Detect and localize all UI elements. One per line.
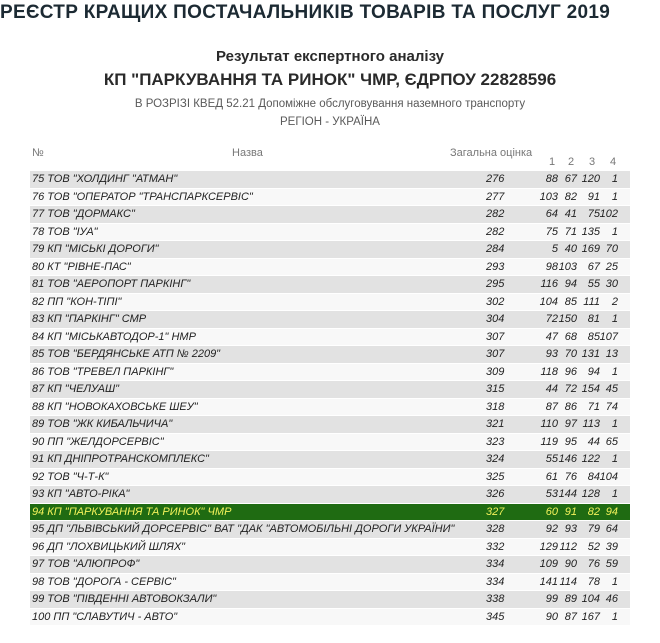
score-2: 89	[564, 593, 577, 605]
score-4: 13	[605, 348, 618, 360]
table-row	[30, 399, 630, 417]
table-row	[30, 469, 630, 487]
table-row	[30, 591, 630, 609]
score-3: 91	[587, 190, 600, 203]
score-3: 113	[582, 418, 600, 430]
score-4: 1	[611, 225, 618, 238]
score-4: 65	[605, 435, 618, 448]
column-header-1: 1	[548, 156, 556, 168]
supplier-name: 92 ТОВ "Ч-Т-К"	[32, 470, 109, 483]
total-score: 309	[486, 365, 505, 378]
score-1: 64	[545, 208, 558, 220]
total-score: 293	[486, 260, 505, 273]
supplier-name: 78 ТОВ "ІУА"	[32, 225, 98, 238]
supplier-name: 82 ПП "КОН-ТІПІ"	[32, 295, 122, 308]
table-row	[30, 556, 630, 574]
score-4: 1	[611, 610, 618, 623]
score-4: 1	[611, 190, 618, 203]
score-1: 72	[545, 313, 558, 325]
table-row	[30, 224, 630, 242]
score-3: 131	[581, 348, 600, 360]
score-2: 82	[564, 190, 577, 203]
score-1: 129	[539, 540, 558, 553]
score-1: 109	[539, 558, 558, 570]
region-line: РЕГІОН - УКРАЇНА	[280, 116, 380, 128]
supplier-name: 75 ТОВ "ХОЛДИНГ "АТМАН"	[32, 173, 178, 185]
score-1: 47	[545, 330, 558, 343]
score-2: 86	[564, 400, 577, 413]
total-score: 326	[486, 488, 505, 500]
score-4: 1	[611, 453, 618, 465]
score-4: 64	[605, 523, 618, 535]
score-3: 78	[587, 575, 600, 588]
supplier-name: 96 ДП "ЛОХВИЦЬКИЙ ШЛЯХ"	[32, 540, 186, 553]
total-score: 324	[486, 453, 505, 465]
table-row	[30, 451, 630, 469]
supplier-name: 91 КП ДНІПРОТРАНСКОМПЛЕКС"	[32, 453, 209, 465]
total-score: 325	[486, 470, 505, 483]
score-1: 141	[539, 575, 558, 588]
column-header-score: Загальна оцінка	[450, 147, 533, 159]
table-row	[30, 574, 630, 592]
table-row	[30, 189, 630, 207]
score-3: 85	[587, 330, 600, 343]
supplier-name: 79 КП "МІСЬКІ ДОРОГИ"	[32, 243, 159, 255]
score-2: 72	[564, 383, 577, 395]
score-1: 60	[545, 505, 558, 518]
column-header-name: Назва	[232, 147, 263, 159]
table-row	[30, 381, 630, 399]
score-1: 75	[545, 225, 558, 238]
total-score: 318	[486, 400, 505, 413]
score-3: 135	[581, 225, 600, 238]
score-1: 98	[545, 260, 558, 273]
score-4: 74	[605, 400, 618, 413]
supplier-name: 83 КП "ПАРКІНГ" СМР	[32, 313, 147, 325]
score-4: 1	[611, 575, 618, 588]
supplier-name: 87 КП "ЧЕЛУАШ"	[32, 383, 120, 395]
score-3: 122	[581, 453, 600, 465]
score-4: 46	[605, 593, 618, 605]
score-1: 5	[551, 243, 558, 255]
total-score: 307	[486, 348, 505, 360]
score-1: 103	[539, 190, 558, 203]
table-row	[30, 434, 630, 452]
score-2: 95	[564, 435, 577, 448]
score-2: 71	[564, 225, 577, 238]
table-row	[30, 206, 630, 224]
score-1: 87	[545, 400, 558, 413]
total-score: 304	[486, 313, 505, 325]
score-3: 169	[581, 243, 600, 255]
score-2: 97	[564, 418, 577, 430]
table-row	[30, 609, 630, 627]
score-2: 67	[564, 173, 577, 185]
supplier-name: 88 КП "НОВОКАХОВСЬКЕ ШЕУ"	[32, 400, 198, 413]
score-4: 1	[611, 418, 618, 430]
table-row	[30, 504, 630, 522]
total-score: 295	[486, 278, 505, 290]
table-row	[30, 521, 630, 539]
score-2: 94	[564, 278, 577, 290]
supplier-name: 80 КТ "РІВНЕ-ПАС"	[32, 260, 131, 273]
score-3: 154	[581, 383, 600, 395]
score-4: 70	[605, 243, 618, 255]
score-2: 76	[564, 470, 577, 483]
table-row	[30, 364, 630, 382]
score-2: 91	[564, 505, 577, 518]
table-row	[30, 241, 630, 259]
supplier-name: 86 ТОВ "ТРЕВЕЛ ПАРКІНГ"	[32, 365, 174, 378]
score-2: 146	[558, 453, 577, 465]
score-2: 114	[559, 575, 577, 588]
score-3: 76	[587, 558, 600, 570]
score-1: 116	[540, 278, 558, 290]
score-3: 84	[587, 470, 600, 483]
score-4: 1	[611, 313, 618, 325]
table-row	[30, 486, 630, 504]
score-4: 1	[611, 365, 618, 378]
supplier-name: 89 ТОВ "ЖК КИБАЛЬЧИЧА"	[32, 418, 173, 430]
score-2: 96	[564, 365, 577, 378]
score-3: 81	[587, 313, 600, 325]
table-row	[30, 416, 630, 434]
score-2: 112	[559, 540, 577, 553]
column-header-2: 2	[567, 156, 575, 168]
total-score: 276	[486, 173, 505, 185]
report-subtitle: Результат експертного аналізу	[215, 48, 444, 65]
score-1: 92	[545, 523, 558, 535]
score-3: 82	[587, 505, 600, 518]
table-row	[30, 276, 630, 294]
total-score: 315	[486, 383, 505, 395]
score-2: 85	[564, 295, 577, 308]
page-title: РЕЄСТР КРАЩИХ ПОСТАЧАЛЬНИКІВ ТОВАРІВ ТА ПОСЛУГ 2019	[0, 2, 611, 23]
score-4: 102	[599, 208, 618, 220]
score-2: 144	[558, 488, 577, 500]
score-4: 39	[605, 540, 618, 553]
score-2: 70	[564, 348, 577, 360]
supplier-name: 84 КП "МІСЬКАВТОДОР-1" НМР	[32, 330, 196, 343]
column-header-3: 3	[588, 156, 596, 168]
table-row	[30, 346, 630, 364]
score-3: 167	[581, 610, 600, 623]
score-4: 25	[605, 260, 618, 273]
score-3: 75	[587, 208, 600, 220]
score-1: 99	[545, 593, 558, 605]
supplier-name: 95 ДП "ЛЬВІВСЬКИЙ ДОРСЕРВІС" ВАТ "ДАК "АВТОМОБІЛЬНІ ДОРОГИ УКРАЇНИ"	[32, 523, 455, 535]
table-row	[30, 311, 630, 329]
score-3: 52	[587, 540, 600, 553]
score-2: 93	[564, 523, 577, 535]
total-score: 277	[486, 190, 505, 203]
total-score: 282	[486, 225, 505, 238]
column-header-number: №	[32, 147, 44, 159]
score-1: 88	[545, 173, 558, 185]
score-4: 107	[599, 330, 618, 343]
score-3: 111	[583, 295, 600, 308]
total-score: 282	[486, 208, 505, 220]
score-2: 150	[558, 313, 577, 325]
score-2: 90	[564, 558, 577, 570]
supplier-name: 81 ТОВ "АЕРОПОРТ ПАРКІНГ"	[32, 278, 191, 290]
score-1: 61	[545, 470, 558, 483]
score-4: 104	[599, 470, 618, 483]
score-3: 71	[587, 400, 600, 413]
company-heading: КП "ПАРКУВАННЯ ТА РИНОК" ЧМР, ЄДРПОУ 22828596	[103, 70, 557, 89]
total-score: 323	[486, 435, 505, 448]
total-score: 284	[486, 243, 505, 255]
supplier-name: 76 ТОВ "ОПЕРАТОР "ТРАНСПАРКСЕРВІС"	[32, 190, 253, 203]
score-1: 104	[539, 295, 558, 308]
total-score: 334	[486, 575, 505, 588]
score-4: 30	[605, 278, 618, 290]
supplier-name: 85 ТОВ "БЕРДЯНСЬКЕ АТП № 2209"	[32, 348, 221, 360]
score-2: 103	[558, 260, 577, 273]
score-3: 104	[581, 593, 600, 605]
supplier-name: 97 ТОВ "АЛЮПРОФ"	[32, 558, 140, 570]
score-4: 94	[605, 505, 618, 518]
supplier-name: 90 ПП "ЖЕЛДОРСЕРВІС"	[32, 435, 164, 448]
score-4: 59	[605, 558, 618, 570]
score-3: 120	[581, 173, 600, 185]
table-row	[30, 171, 630, 189]
score-1: 119	[540, 435, 558, 448]
score-2: 41	[564, 208, 577, 220]
total-score: 345	[486, 610, 505, 623]
score-3: 67	[587, 260, 600, 273]
table-row	[30, 294, 630, 312]
score-3: 79	[587, 523, 600, 535]
score-1: 118	[540, 365, 558, 378]
score-1: 53	[545, 488, 558, 500]
table-row	[30, 329, 630, 347]
score-4: 1	[611, 173, 618, 185]
table-row	[30, 539, 630, 557]
total-score: 328	[486, 523, 505, 535]
total-score: 338	[486, 593, 505, 605]
score-1: 110	[540, 418, 558, 430]
score-3: 55	[587, 278, 600, 290]
kved-line: В РОЗРІЗІ КВЕД 52.21 Допоміжне обслуговування наземного транспорту	[134, 98, 526, 110]
supplier-name: 94 КП "ПАРКУВАННЯ ТА РИНОК" ЧМР	[32, 505, 232, 518]
total-score: 321	[486, 418, 505, 430]
score-3: 44	[587, 435, 600, 448]
total-score: 307	[486, 330, 505, 343]
supplier-name: 99 ТОВ "ПІВДЕННІ АВТОВОКЗАЛИ"	[32, 593, 217, 605]
score-4: 1	[611, 488, 618, 500]
total-score: 332	[486, 540, 505, 553]
supplier-name: 100 ПП "СЛАВУТИЧ - АВТО"	[32, 610, 178, 623]
score-1: 55	[545, 453, 558, 465]
supplier-name: 93 КП "АВТО-РІКА"	[32, 488, 130, 500]
supplier-name: 77 ТОВ "ДОРМАКС"	[32, 208, 135, 220]
score-1: 90	[545, 610, 558, 623]
score-4: 45	[605, 383, 618, 395]
supplier-name: 98 ТОВ "ДОРОГА - СЕРВІС"	[32, 575, 176, 588]
score-4: 2	[611, 295, 618, 308]
score-1: 93	[545, 348, 558, 360]
score-2: 68	[564, 330, 577, 343]
score-2: 40	[564, 243, 577, 255]
table-header	[30, 145, 630, 169]
score-3: 128	[581, 488, 600, 500]
score-3: 94	[587, 365, 600, 378]
total-score: 327	[486, 505, 505, 518]
suppliers-table	[30, 171, 630, 626]
score-1: 44	[545, 383, 558, 395]
column-header-4: 4	[609, 156, 617, 168]
table-row	[30, 259, 630, 277]
total-score: 302	[486, 295, 505, 308]
total-score: 334	[486, 558, 505, 570]
score-2: 87	[564, 610, 577, 623]
